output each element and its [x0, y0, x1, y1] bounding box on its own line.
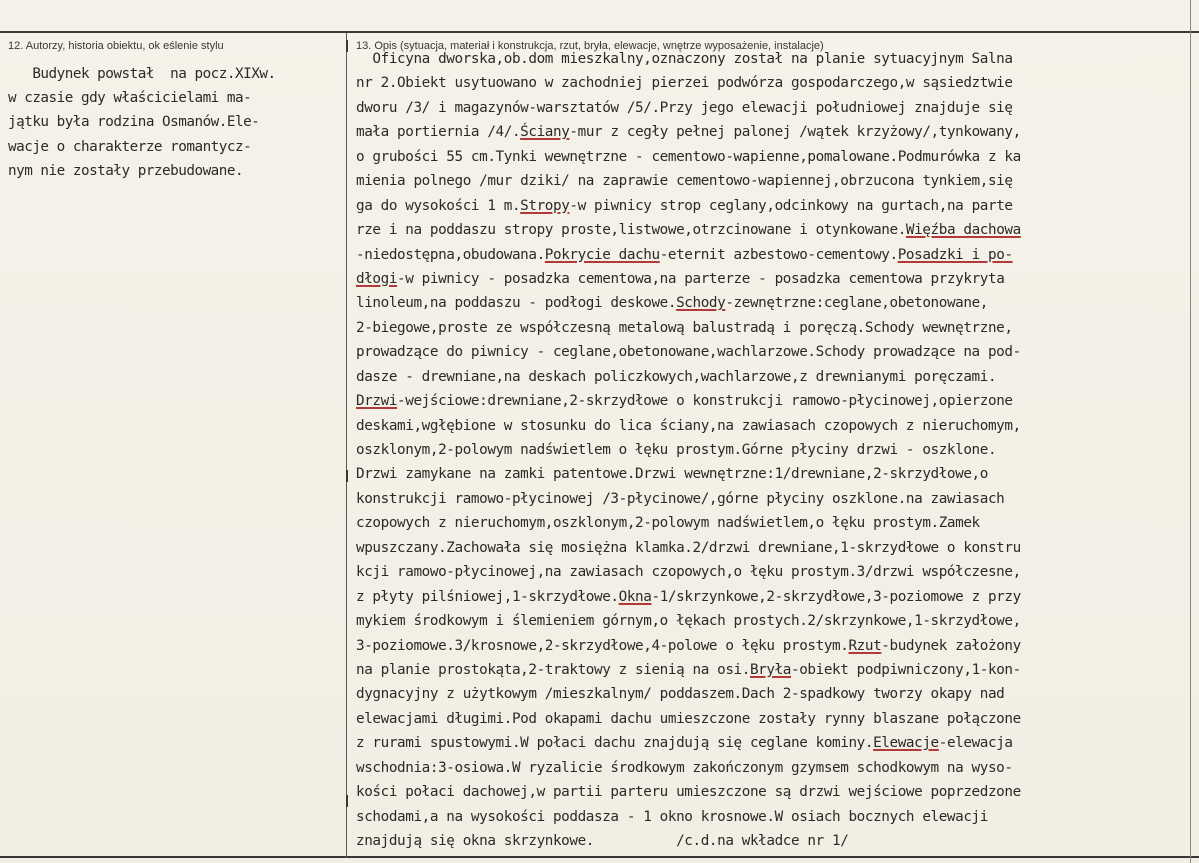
- text-line: Budynek powstał na pocz.XIXw.: [8, 66, 276, 82]
- text-segment: wschodnia:3-osiowa.W ryzalicie środkowym zakończonym gzymsem schodkowym na wyso-: [356, 759, 1013, 776]
- text-segment: -w piwnicy strop ceglany,odcinkowy na gurtach,na parte: [569, 197, 1013, 214]
- text-segment: o grubości 55 cm.Tynki wewnętrzne - cementowo-wapienne,pomalowane.Podmurówka z ka: [356, 148, 1021, 165]
- right-column-heading: 13. Opis (sytuacja, materiał i konstrukcja, rzut, bryła, elewacje, wnętrze wyposażenie, instalacje): [356, 40, 824, 52]
- text-segment: wpuszczany.Zachowała się mosiężna klamka.2/drzwi drewniane,1-skrzydłowe o konstru: [356, 539, 1021, 556]
- text-segment: prowadzące do piwnicy - ceglane,obetonowane,wachlarzowe.Schody prowadzące na pod-: [356, 344, 1021, 361]
- text-line: [356, 634, 1194, 658]
- text-segment: linoleum,na poddaszu - podłogi deskowe.: [356, 295, 677, 312]
- text-line: [356, 585, 1194, 609]
- text-line: [356, 609, 1194, 633]
- text-segment: -wejściowe:drewniane,2-skrzydłowe o konstrukcji ramowo-płycinowej,opierzone: [397, 393, 1013, 410]
- text-line: [356, 169, 1194, 193]
- text-segment: z płyty pilśniowej,1-skrzydłowe.: [356, 588, 619, 605]
- description-text: [356, 47, 1194, 853]
- text-line: [356, 805, 1194, 829]
- text-line: [356, 829, 1194, 853]
- text-segment: -1/skrzynkowe,2-skrzydłowe,3-poziomowe z przy: [651, 588, 1021, 605]
- text-line: nym nie zostały przebudowane.: [8, 162, 244, 179]
- text-line: [356, 731, 1194, 755]
- text-line: [356, 340, 1194, 364]
- left-column-heading: 12. Autorzy, historia obiektu, ok eślenie stylu: [8, 40, 224, 52]
- text-line: jątku była rodzina Osmanów.Ele-: [8, 114, 260, 131]
- section-keyword: Ściany: [520, 124, 570, 141]
- text-line: wacje o charakterze romantycz-: [8, 138, 252, 155]
- text-segment: Drzwi zamykane na zamki patentowe.Drzwi wewnętrzne:1/drewniane,2-skrzydłowe,o: [356, 466, 988, 483]
- text-segment: mykiem środkowym i ślemieniem górnym,o łękach prostych.2/skrzynkowe,1-skrzydłowe,: [356, 613, 1021, 630]
- text-segment: Oficyna dworska,ob.dom mieszkalny,oznaczony został na planie sytuacyjnym Salna: [356, 51, 1013, 67]
- text-segment: schodami,a na wysokości poddasza - 1 okno krosnowe.W osiach bocznych elewacji: [356, 808, 988, 825]
- text-segment: mienia polnego /mur dziki/ na zaprawie cementowo-wapiennej,obrzucona tynkiem,się: [356, 173, 1013, 190]
- text-segment: nr 2.Obiekt usytuowano w zachodniej pierzei podwórza gospodarczego,w sąsiedztwie: [356, 75, 1013, 92]
- text-segment: -w piwnicy - posadzka cementowa,na parterze - posadzka cementowa przykryta: [397, 270, 1005, 287]
- text-segment: z rurami spustowymi.W połaci dachu znajdują się ceglane kominy.: [356, 735, 874, 752]
- text-line: [356, 707, 1194, 731]
- section-keyword: Więźba dachowa: [905, 222, 1021, 239]
- text-segment: dasze - drewniane,na deskach policzkowych,wachlarzowe,z drewnianymi poręczami.: [356, 368, 997, 385]
- section-keyword: Bryła: [749, 661, 792, 678]
- text-line: [356, 47, 1194, 71]
- text-segment: ga do wysokości 1 m.: [356, 197, 521, 214]
- text-segment: kcji ramowo-płycinowej,na zawiasach czopowych,o łęku prostym.3/drzwi współczesne,: [356, 564, 1021, 581]
- text-line: [356, 365, 1194, 389]
- text-line: [356, 389, 1194, 413]
- text-line: [356, 96, 1194, 120]
- text-line: [356, 756, 1194, 780]
- text-segment: konstrukcji ramowo-płycinowej /3-płycinowe/,górne płyciny oszklone.na zawiasach: [356, 490, 1005, 507]
- divider-mark: [346, 40, 348, 52]
- text-segment: -niedostępna,obudowana.: [356, 246, 545, 263]
- text-line: [356, 487, 1194, 511]
- text-segment: kości połaci dachowej,w partii parteru umieszczone są drzwi wejściowe poprzedzone: [356, 784, 1021, 801]
- text-line: [356, 194, 1194, 218]
- section-keyword: Schody: [676, 295, 726, 312]
- text-line: [356, 218, 1194, 242]
- divider-mark: [346, 795, 348, 807]
- text-segment: -mur z cegły pełnej palonej /wątek krzyżowy/,tynkowany,: [569, 124, 1021, 141]
- text-line: [356, 536, 1194, 560]
- text-segment: oszklonym,2-polowym nadświetlem o łęku prostym.Górne płyciny drzwi - oszklone.: [356, 442, 997, 458]
- text-line: [356, 145, 1194, 169]
- section-keyword: Pokrycie dachu: [544, 246, 660, 263]
- text-segment: dygnacyjny z użytkowym /mieszkalnym/ poddaszem.Dach 2-spadkowy tworzy okapy nad: [356, 686, 1005, 703]
- text-segment: deskami,wgłębione w stosunku do lica ściany,na zawiasach czopowych z nieruchomym,: [356, 417, 1021, 434]
- text-line: [356, 511, 1194, 535]
- text-segment: rze i na poddaszu stropy proste,listwowe,otrzcinowane i otynkowane.: [356, 222, 906, 239]
- section-keyword: Elewacje: [873, 735, 939, 752]
- text-line: w czasie gdy właścicielami ma-: [8, 90, 252, 107]
- text-segment: elewacjami długimi.Pod okapami dachu umieszczone zostały rynny blaszane połączone: [356, 710, 1021, 727]
- section-keyword: dłogi: [356, 270, 398, 287]
- text-segment: 2-biegowe,proste ze współczesną metalową balustradą i poręczą.Schody wewnętrzne,: [356, 319, 1013, 336]
- text-line: [356, 71, 1194, 95]
- text-segment: -budynek założony: [881, 637, 1021, 654]
- text-line: [356, 438, 1194, 462]
- text-segment: czopowych z nieruchomym,oszklonym,2-polowym nadświetlem,o łęku prostym.Zamek: [356, 515, 980, 532]
- text-line: [356, 267, 1194, 291]
- bottom-rule: [0, 856, 1199, 858]
- section-keyword: Okna: [618, 588, 652, 605]
- text-line: [356, 414, 1194, 438]
- text-line: [356, 780, 1194, 804]
- top-rule: [0, 31, 1199, 33]
- text-segment: 3-poziomowe.3/krosnowe,2-skrzydłowe,4-polowe o łęku prostym.: [356, 637, 849, 654]
- text-line: [356, 462, 1194, 486]
- history-text: [8, 62, 343, 183]
- section-keyword: Stropy: [520, 197, 570, 214]
- text-line: [356, 316, 1194, 340]
- text-segment: znajdują się okna skrzynkowe. /c.d.na wkładce nr 1/: [356, 833, 849, 849]
- text-line: [356, 682, 1194, 706]
- text-segment: -elewacja: [938, 735, 1013, 752]
- section-keyword: Rzut: [848, 637, 882, 654]
- text-line: [356, 120, 1194, 144]
- text-segment: -zewnętrzne:ceglane,obetonowane,: [725, 295, 988, 312]
- text-segment: na planie prostokąta,2-traktowy z sienią na osi.: [356, 661, 750, 678]
- text-line: [356, 560, 1194, 584]
- column-divider: [346, 33, 347, 858]
- divider-mark: [346, 470, 348, 482]
- section-keyword: Drzwi: [356, 393, 398, 410]
- text-segment: dworu /3/ i magazynów-warsztatów /5/.Przy jego elewacji południowej znajduje się: [356, 99, 1013, 116]
- section-keyword: Posadzki i po-: [897, 246, 1013, 263]
- text-line: [356, 658, 1194, 682]
- text-segment: -obiekt podpiwniczony,1-kon-: [791, 661, 1021, 678]
- text-line: [356, 243, 1194, 267]
- text-segment: mała portiernia /4/.: [356, 124, 521, 141]
- text-segment: -eternit azbestowo-cementowy.: [659, 246, 898, 263]
- text-line: [356, 291, 1194, 315]
